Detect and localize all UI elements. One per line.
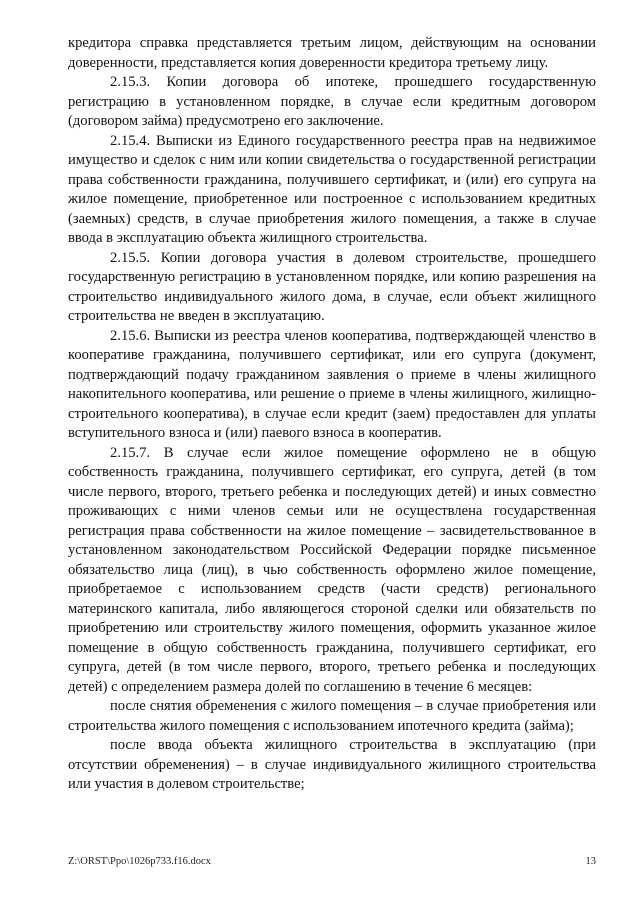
paragraph: после ввода объекта жилищного строительства в эксплуатацию (при отсутствии обременения) – в случае индивидуального жилищного строительства или участия в долевом строительстве; <box>68 737 596 792</box>
page-number: 13 <box>585 856 596 867</box>
page-footer <box>68 856 596 868</box>
paragraph: 2.15.5. Копии договора участия в долевом строительстве, прошедшего государственную регистрацию в установленном порядке, или копию разрешения на строительство индивидуального жилого дома, в случае, если объект жилищного строительства не введен в эксплуатацию. <box>68 249 596 324</box>
paragraph: кредитора справка представляется третьим лицом, действующим на основании доверенности, представляется копия доверенности кредитора третьему лицу. <box>68 35 596 71</box>
paragraph: 2.15.6. Выписки из реестра членов кооператива, подтверждающей членство в кооперативе гражданина, получившего сертификат, или его супруга (документ, подтверждающий подачу гражданином заявления о приеме в члены жилищного накопительного кооператива, или решение о приеме в члены жилищного, жилищно-строительного кооператива), в случае если кредит (заем) предоставлен для уплаты вступительного взноса и (или) паевого взноса в кооператив. <box>68 327 596 441</box>
paragraph: 2.15.7. В случае если жилое помещение оформлено не в общую собственность гражданина, получившего сертификат, его супруга, детей (в том числе первого, второго, третьего ребенка и последующих детей) и иных совместно проживающих с ними членов семьи или не осуществлена государственная регистрация права собственности на жилое помещение – засвидетельствованное в установленном законодательством Российской Федерации порядке письменное обязательство лица (лиц), в чью собственность оформлено жилое помещение, приобретаемое с использованием средств (части средств) регионального материнского капитала, либо являющегося стороной сделки или обязательств по приобретению или строительству жилого помещения, оформить указанное жилое помещение в общую собственность гражданина, получившего сертификат, его супруга, детей (в том числе первого, второго, третьего ребенка и последующих детей) с определением размера долей по соглашению в течение 6 месяцев: <box>68 444 596 695</box>
document-body <box>68 34 596 795</box>
paragraph: после снятия обременения с жилого помещения – в случае приобретения или строительства жилого помещения с использованием ипотечного кредита (займа); <box>68 698 596 734</box>
file-path: Z:\ORST\Ppo\1026p733.f16.docx <box>68 856 211 867</box>
paragraph: 2.15.4. Выписки из Единого государственного реестра прав на недвижимое имущество и сделок с ним или копии свидетельства о государственной регистрации права собственности гражданина, получившего сертификат, и (или) его супруга на жилое помещение, приобретенное или построенное с использованием кредитных (заемных) средств, в случае приобретения жилого помещения, а также в случае ввода в эксплуатацию объекта жилищного строительства. <box>68 132 596 246</box>
paragraph: 2.15.3. Копии договора об ипотеке, прошедшего государственную регистрацию в установленном порядке, в случае если кредитным договором (договором займа) предусмотрено его заключение. <box>68 74 596 129</box>
